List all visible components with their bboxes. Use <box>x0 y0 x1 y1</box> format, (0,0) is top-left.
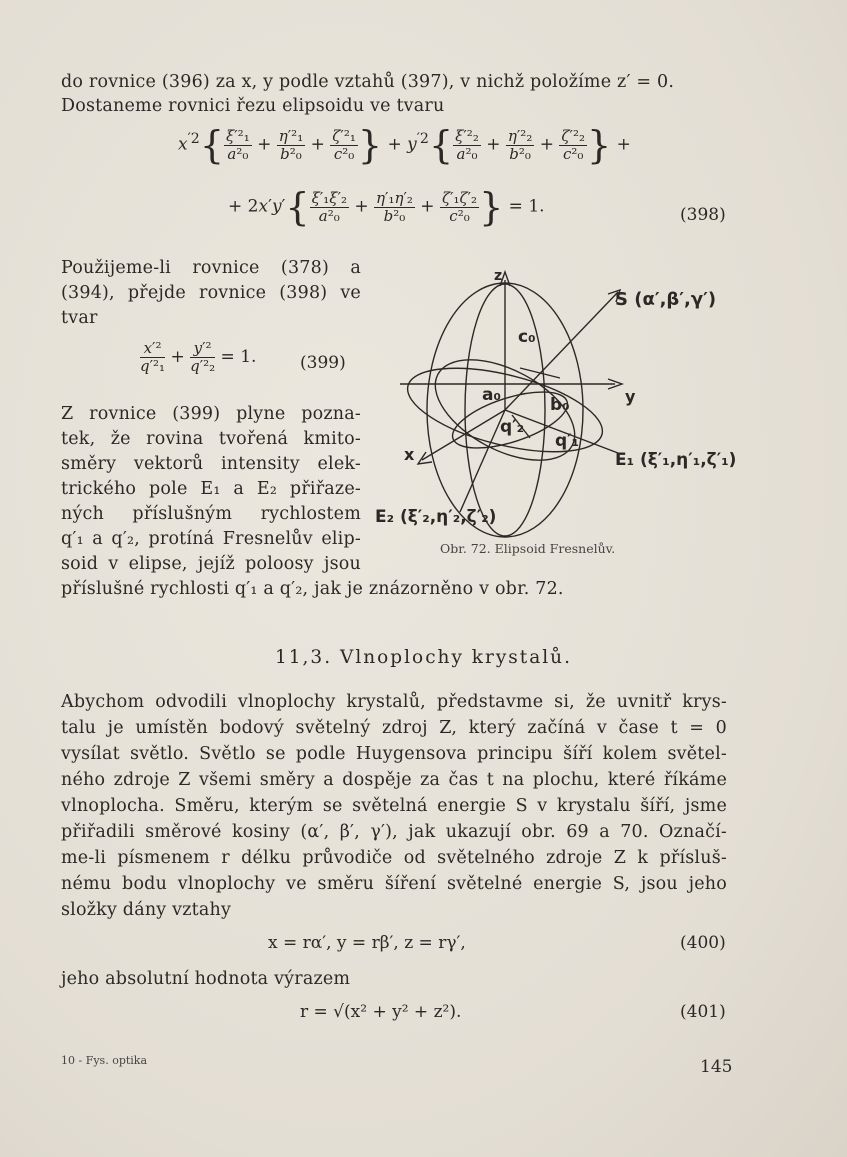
text-p1: Použijeme-li rovnice (378) a <box>61 258 361 278</box>
equation-399: $\frac{\text{x′²}}{\text{q′²₁}}$ + $\frac{\text{y′²}}{\text{q′²₂}}$ = 1. <box>140 339 257 375</box>
text-b4: ného zdroje Z všemi směry a dospěje za čas t na plochu, které říkáme <box>61 770 727 790</box>
text-z8: příslušné rychlosti q′₁ a q′₂, jak je znázorněno v obr. 72. <box>61 579 564 599</box>
text-z6: q′₁ a q′₂, protíná Fresnelův elip- <box>61 529 361 549</box>
equation-398-line1: $x^{'2}${ $\frac{\text{ξ′²₁}}{\text{a²₀}}$ + $\frac{\text{η′²₁}}{\text{b²₀}}$ + $\frac{\text{ζ′²₁}}{\text{c²₀}}$ } + $y^{'2}${ $\frac{\text{ξ′²₂}}{\text{a²₀}}$ + $\frac{\text{η′²₂}}{\text{b²₀}}$ + $\frac{\text{ζ′²₂}}{\text{c²₀}}$ } + <box>178 123 631 167</box>
text-z1: Z rovnice (399) plyne pozna- <box>61 404 361 424</box>
text-b5: vlnoplocha. Směru, kterým se světelná energie S v krystalu šíří, jsme <box>61 796 727 816</box>
text-line-2: Dostaneme rovnici řezu elipsoidu ve tvaru <box>61 96 445 116</box>
equation-398-number: (398) <box>680 205 726 225</box>
label-y: y <box>625 387 636 406</box>
equation-399-number: (399) <box>300 353 346 373</box>
text-b10: jeho absolutní hodnota výrazem <box>61 969 351 989</box>
text-z3: směry vektorů intensity elek- <box>61 454 361 474</box>
text-line-1: do rovnice (396) za x, y podle vztahů (397), v nichž položíme z′ = 0. <box>61 72 675 92</box>
text-b8: nému bodu vlnoplochy ve směru šíření světelné energie S, jsou jeho <box>61 874 727 894</box>
x-axis <box>422 410 505 460</box>
figure-caption: Obr. 72. Elipsoid Fresnelův. <box>440 541 616 556</box>
text-z7: soid v elipse, jejíž poloosy jsou <box>61 554 361 574</box>
text-z5: ných příslušným rychlostem <box>61 504 361 524</box>
page-number: 145 <box>700 1057 733 1077</box>
section-heading: 11,3. Vlnoplochy krystalů. <box>275 647 572 668</box>
label-q1: q′₁ <box>555 431 580 451</box>
label-E2: E₂ (ξ′₂,η′₂,ζ′₂) <box>375 507 497 527</box>
text-b3: vysílat světlo. Světlo se podle Huygensova principu šíří kolem světel- <box>61 744 727 764</box>
equation-400: x = rα′, y = rβ′, z = rγ′, <box>268 933 466 953</box>
text-b2: talu je umístěn bodový světelný zdroj Z, který začíná v čase t = 0 <box>61 718 727 738</box>
equation-400-number: (400) <box>680 933 726 953</box>
label-b0: b₀ <box>550 395 570 415</box>
text-b6: přiřadili směrové kosiny (α′, β′, γ′), jak ukazují obr. 69 a 70. Označí- <box>61 822 727 842</box>
text-p3: tvar <box>61 308 98 328</box>
label-q2: q′₂ <box>500 417 525 437</box>
equation-401-number: (401) <box>680 1002 726 1022</box>
equation-401: r = √(x² + y² + z²). <box>300 1002 462 1022</box>
footer-signature: 10 - Fys. optika <box>61 1054 148 1067</box>
label-a0: a₀ <box>482 385 501 405</box>
label-z: z <box>494 268 503 284</box>
figure-ellipsoid <box>360 250 760 540</box>
e2-vector <box>460 410 505 512</box>
label-x: x <box>404 445 415 464</box>
text-z4: trického pole E₁ a E₂ přiřaze- <box>61 479 361 499</box>
equation-398-line2: + 2x′y′{ $\frac{\text{ξ′₁ξ′₂}}{\text{a²₀}}$ + $\frac{\text{η′₁η′₂}}{\text{b²₀}}$ + $\frac{\text{ζ′₁ζ′₂}}{\text{c²₀}}$ } = 1. <box>228 185 545 229</box>
text-b1: Abychom odvodili vlnoplochy krystalů, představme si, že uvnitř krys- <box>61 692 727 712</box>
text-z2: tek, že rovina tvořená kmito- <box>61 429 361 449</box>
text-b9: složky dány vztahy <box>61 900 232 920</box>
text-b7: me-li písmenem r délku průvodiče od světelného zdroje Z k přísluš- <box>61 848 727 868</box>
label-E1: E₁ (ξ′₁,η′₁,ζ′₁) <box>615 450 737 470</box>
label-S: S (α′,β′,γ′) <box>615 289 717 310</box>
label-c0: c₀ <box>518 327 536 347</box>
text-p2: (394), přejde rovnice (398) ve <box>61 283 361 303</box>
